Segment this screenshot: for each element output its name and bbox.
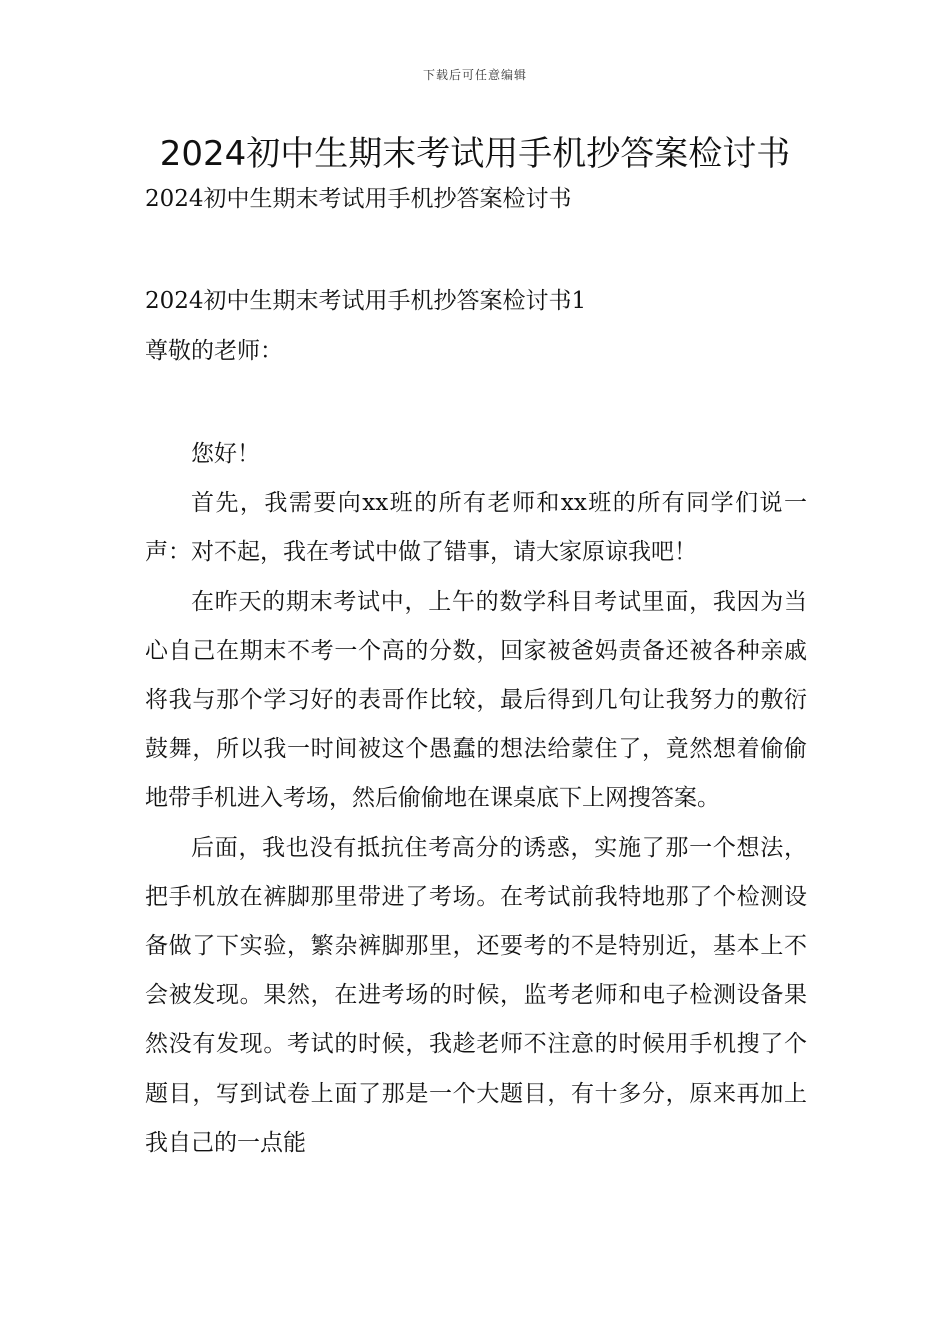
section-heading: 2024初中生期末考试用手机抄答案检讨书1 [145, 288, 587, 314]
salutation: 尊敬的老师： [145, 338, 283, 364]
document-title: 2024初中生期末考试用手机抄答案检讨书 [159, 134, 791, 174]
document-subtitle: 2024初中生期末考试用手机抄答案检讨书 [145, 186, 572, 212]
letter-body [145, 430, 807, 1168]
paragraph-reason: 在昨天的期末考试中，上午的数学科目考试里面，我因为当心自己在期末不考一个高的分数，回家被爸妈责备还被各种亲戚将我与那个学习好的表哥作比较，最后得到几句让我努力的敷衍鼓舞，所以我一时间被这个愚蠢的想法给蒙住了，竟然想着偷偷地带手机进入考场，然后偷偷地在课桌底下上网搜答案。 [145, 588, 807, 812]
header-note: 下载后可任意编辑 [422, 68, 527, 82]
paragraph-apology: 首先，我需要向xx班的所有老师和xx班的所有同学们说一声：对不起，我在考试中做了错事，请大家原谅我吧！ [145, 490, 807, 566]
paragraph-greeting: 您好！ [191, 441, 260, 467]
paragraph-incident: 后面，我也没有抵抗住考高分的诱惑，实施了那一个想法，把手机放在裤脚那里带进了考场。在考试前我特地那了个检测设备做了下实验，繁杂裤脚那里，还要考的不是特别近，基本上不会被发现。果然，在进考场的时候，监考老师和电子检测设备果然没有发现。考试的时候，我趁老师不注意的时候用手机搜了个题目，写到试卷上面了那是一个大题目，有十多分，原来再加上我自己的一点能 [145, 834, 807, 1156]
